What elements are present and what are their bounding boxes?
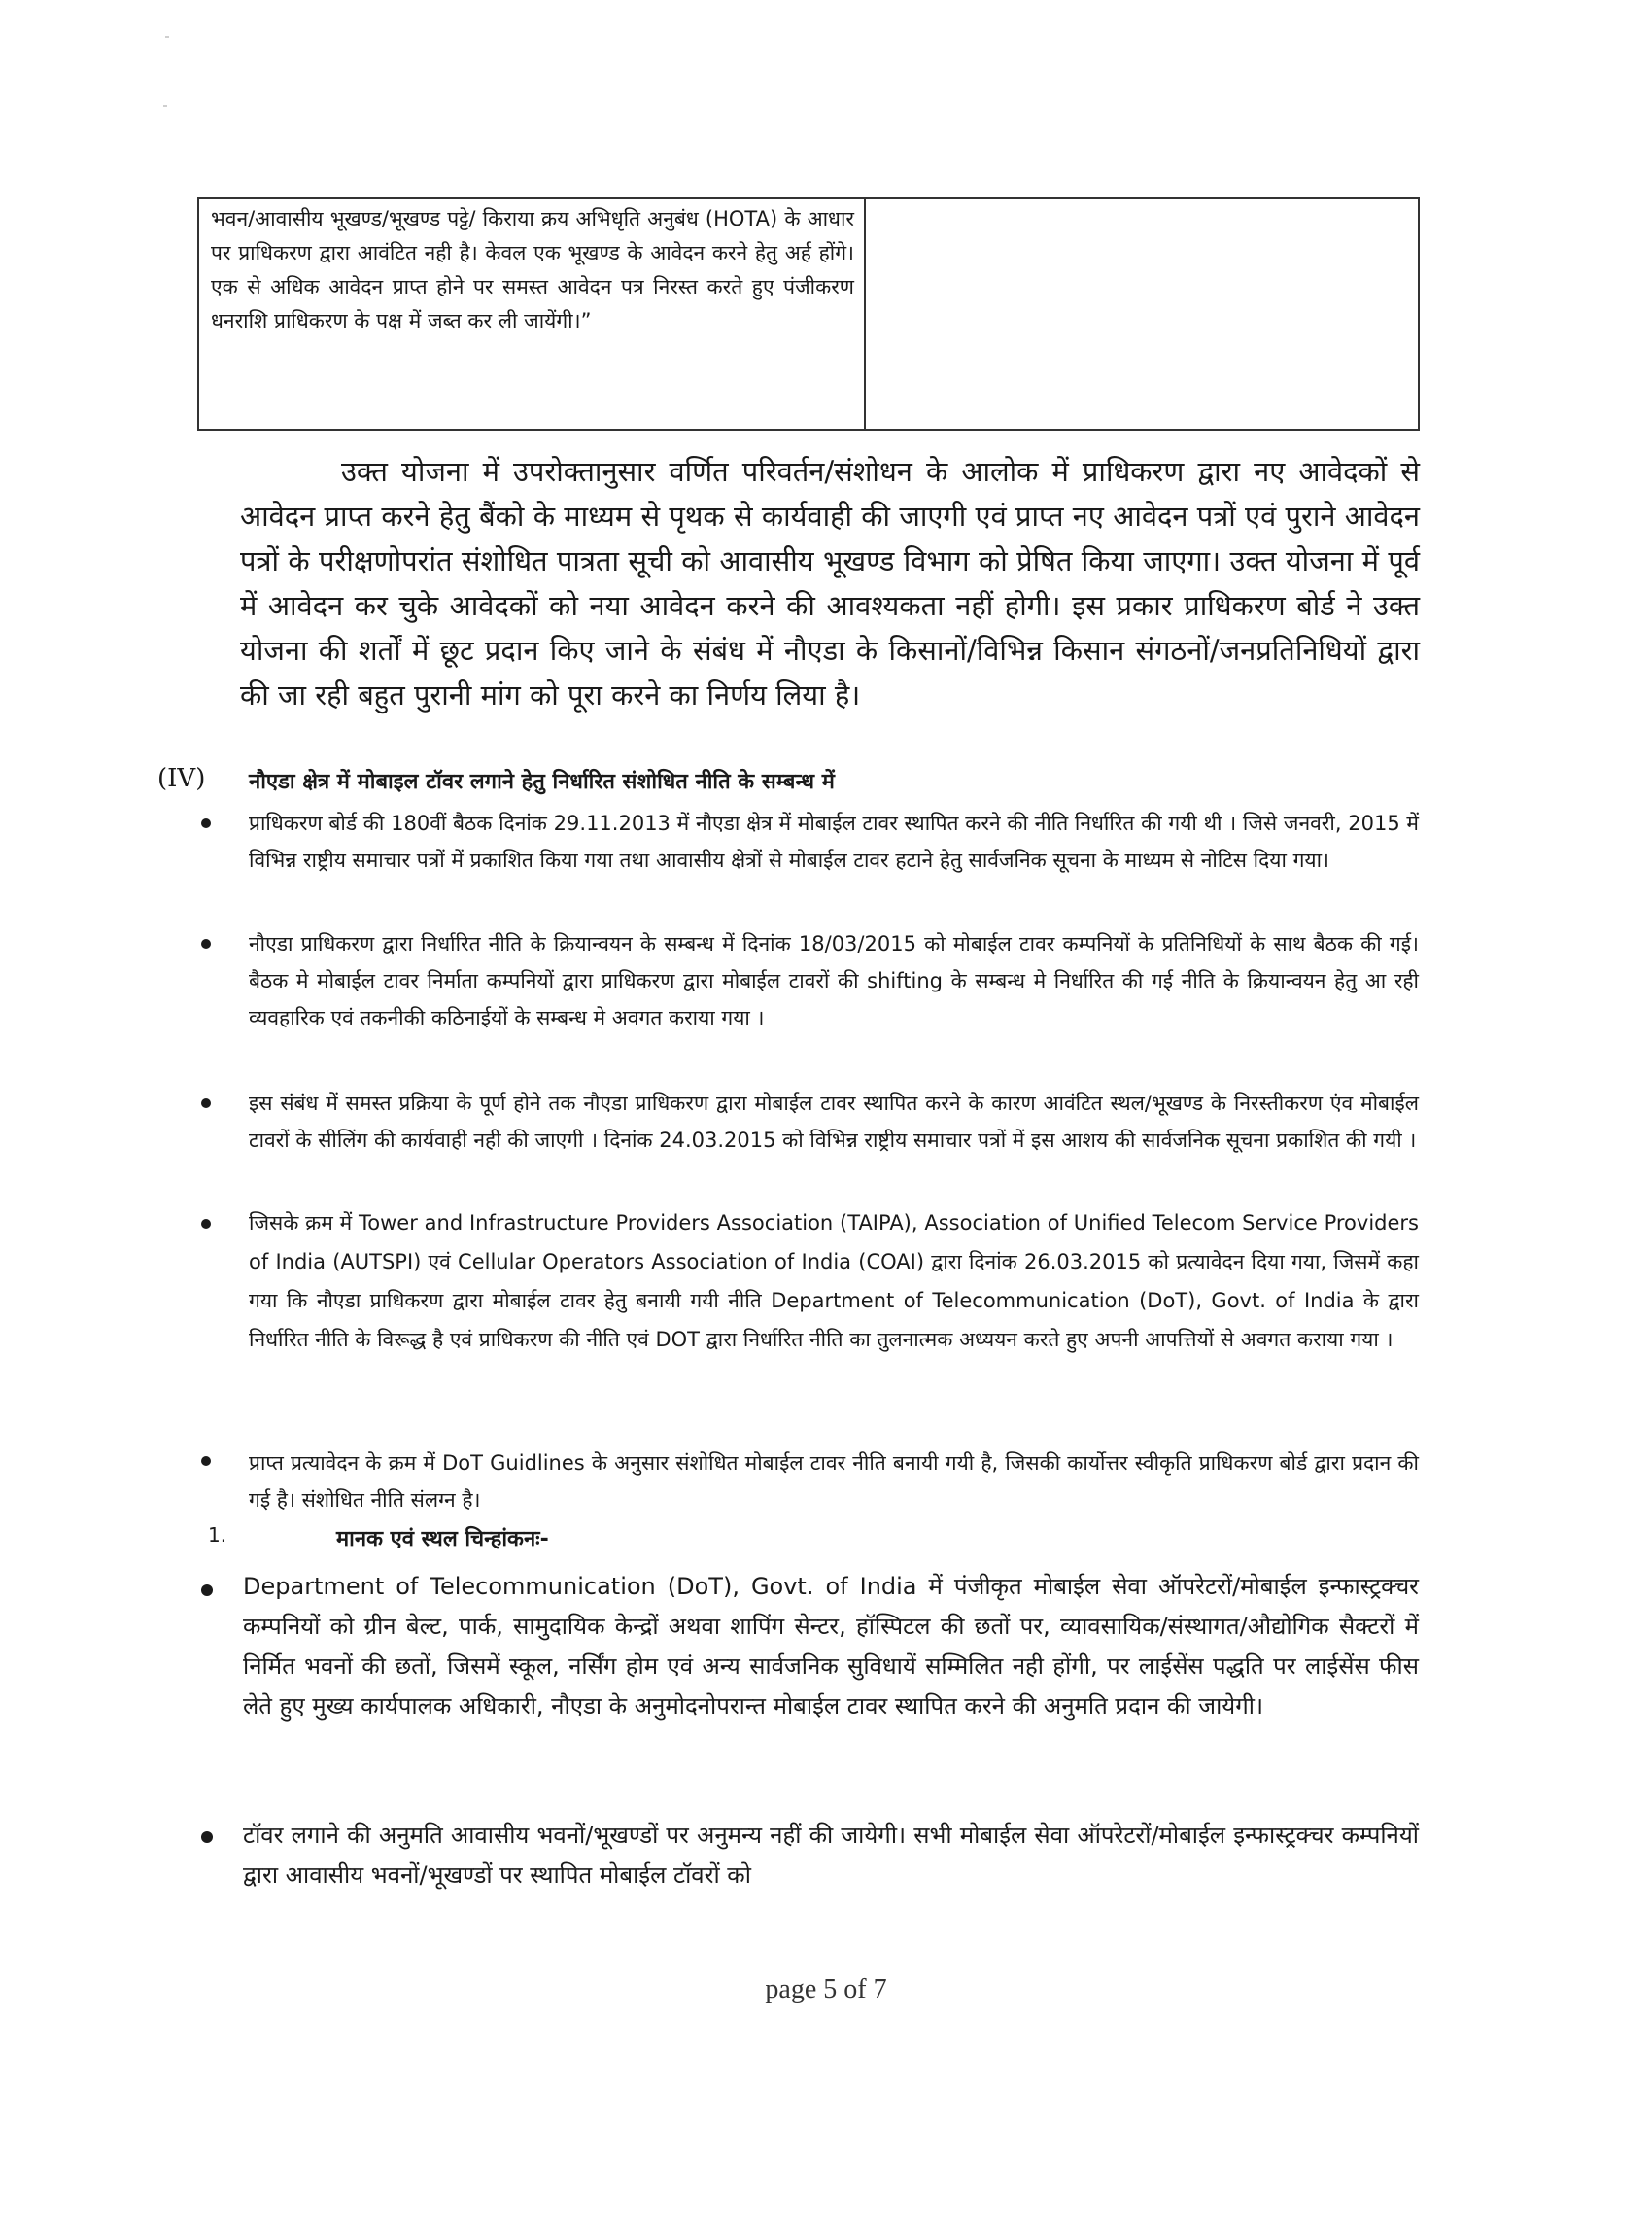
section-heading: नौएडा क्षेत्र में मोबाइल टॉवर लगाने हेतु निर्धारित संशोधित नीति के सम्बन्ध में [249, 770, 835, 794]
body-paragraph: उक्त योजना में उपरोक्तानुसार वर्णित परिवर्तन/संशोधन के आलोक में प्राधिकरण द्वारा नए आवेदकों से आवेदन प्राप्त करने हेतु बैंको के माध्यम से पृथक से कार्यवाही की जाएगी एवं प्राप्त नए आवेदन पत्रों एवं पुराने आवेदन पत्रों के परीक्षणोपरांत संशोधित पात्रता सूची को आवासीय भूखण्ड विभाग को प्रेषित किया जाएगा। उक्त योजना में पूर्व में आवेदन कर चुके आवेदकों को नया आवेदन करने की आवश्यकता नहीं होगी। इस प्रकार प्राधिकरण बोर्ड ने उक्त योजना की शर्तों में छूट प्रदान किए जाने के संबंध में नौएडा के किसानों/विभिन्न किसान संगठनों/जनप्रतिनिधियों द्वारा की जा रही बहुत पुरानी मांग को पूरा करने का निर्णय लिया है। [240, 455, 1420, 712]
section-number: (IV) [157, 764, 206, 793]
continuation-table [197, 197, 1420, 431]
bullet-icon [201, 1456, 211, 1466]
list-item-text: जिसके क्रम में Tower and Infrastructure Providers Association (TAIPA), Association of Unified Telecom Service Providers of India (AUTSPI) एवं Cellular Operators Association of India (COAI) द्वारा दिनांक 26.03.2015 को प्रत्यावेदन दिया गया, जिसमें कहा गया कि नौएडा प्राधिकरण द्वारा मोबाईल टावर हेतु बनायी गयी नीति Department of Telecommunication (DoT), Govt. of India के द्वारा निर्धारित नीति के विरूद्ध है एवं प्राधिकरण की नीति एवं DOT द्वारा निर्धारित नीति का तुलनात्मक अध्ययन करते हुए अपनी आपत्तियों से अवगत कराया गया । [249, 1211, 1419, 1351]
bullet-icon [201, 1098, 211, 1108]
table-left-cell: भवन/आवासीय भूखण्ड/भूखण्ड पट्टे/ किराया क्रय अभिधृति अनुबंध (HOTA) के आधार पर प्राधिकरण द्वारा आवंटित नही है। केवल एक भूखण्ड के आवेदन करने हेतु अर्ह होंगे। एक से अधिक आवेदन प्राप्त होने पर समस्त आवेदन पत्र निरस्त करते हुए पंजीकरण धनराशि प्राधिकरण के पक्ष में जब्त कर ली जायेंगी।” [199, 199, 866, 429]
list-item-text: प्राधिकरण बोर्ड की 180वीं बैठक दिनांक 29.11.2013 में नौएडा क्षेत्र में मोबाईल टावर स्थापित करने की नीति निर्धारित की गयी थी । जिसे जनवरी, 2015 में विभिन्न राष्ट्रीय समाचार पत्रों में प्रकाशित किया गया तथा आवासीय क्षेत्रों से मोबाईल टावर हटाने हेतु सार्वजनिक सूचना के माध्यम से नोटिस दिया गया। [249, 812, 1419, 872]
page-number: page 5 of 7 [765, 1974, 887, 2004]
bullet-icon [201, 1219, 211, 1229]
list-item-text: टॉवर लगाने की अनुमति आवासीय भवनों/भूखण्डों पर अनुमन्य नहीं की जायेगी। सभी मोबाईल सेवा ऑपरेटरों/मोबाईल इन्फास्ट्रक्चर कम्पनियों द्वारा आवासीय भवनों/भूखण्डों पर स्थापित मोबाईल टॉवरों को [243, 1822, 1419, 1889]
list-item-text: Department of Telecommunication (DoT), Govt. of India में पंजीकृत मोबाईल सेवा ऑपरेटरों/मोबाईल इन्फास्ट्रक्चर कम्पनियों को ग्रीन बेल्ट, पार्क, सामुदायिक केन्द्रों अथवा शापिंग सेन्टर, हॉस्पिटल की छतों पर, व्यावसायिक/संस्थागत/औद्योगिक सैक्टरों में निर्मित भवनों की छतों, जिसमें स्कूल, नर्सिंग होम एवं अन्य सार्वजनिक सुविधायें सम्मिलित नही होंगी, पर लाईसेंस पद्धति पर लाईसेंस फीस लेते हुए मुख्य कार्यपालक अधिकारी, नौएडा के अनुमोदनोपरान्त मोबाईल टावर स्थापित करने की अनुमति प्रदान की जायेगी। [243, 1573, 1419, 1720]
bullet-icon [201, 1584, 213, 1596]
subsection-heading: मानक एवं स्थल चिन्हांकनः- [336, 1527, 549, 1551]
bullet-icon [201, 939, 211, 949]
list-item-text: नौएडा प्राधिकरण द्वारा निर्धारित नीति के क्रियान्वयन के सम्बन्ध में दिनांक 18/03/2015 को मोबाईल टावर कम्पनियों के प्रतिनिधियों के साथ बैठक की गई। बैठक मे मोबाईल टावर निर्माता कम्पनियों द्वारा प्राधिकरण द्वारा मोबाईल टावरों की shifting के सम्बन्ध मे निर्धारित की गई नीति के क्रियान्वयन हेतु आ रही व्यवहारिक एवं तकनीकी कठिनाईयों के सम्बन्ध मे अवगत कराया गया । [249, 932, 1419, 1029]
scan-speck [163, 105, 167, 107]
bullet-icon [201, 1831, 213, 1843]
table-right-cell [866, 199, 1418, 429]
list-item-text: प्राप्त प्रत्यावेदन के क्रम में DoT Guidlines के अनुसार संशोधित मोबाईल टावर नीति बनायी गयी है, जिसकी कार्योत्तर स्वीकृति प्राधिकरण बोर्ड द्वारा प्रदान की गई है। संशोधित नीति संलग्न है। [249, 1451, 1419, 1512]
list-item-text: इस संबंध में समस्त प्रक्रिया के पूर्ण होने तक नौएडा प्राधिकरण द्वारा मोबाईल टावर स्थापित करने के कारण आवंटित स्थल/भूखण्ड के निरस्तीकरण एंव मोबाईल टावरों के सीलिंग की कार्यवाही नही की जाएगी । दिनांक 24.03.2015 को विभिन्न राष्ट्रीय समाचार पत्रों में इस आशय की सार्वजनिक सूचना प्रकाशित की गयी । [249, 1092, 1419, 1152]
scan-speck [165, 36, 169, 38]
subsection-number: 1. [208, 1523, 227, 1547]
bullet-icon [201, 818, 211, 828]
